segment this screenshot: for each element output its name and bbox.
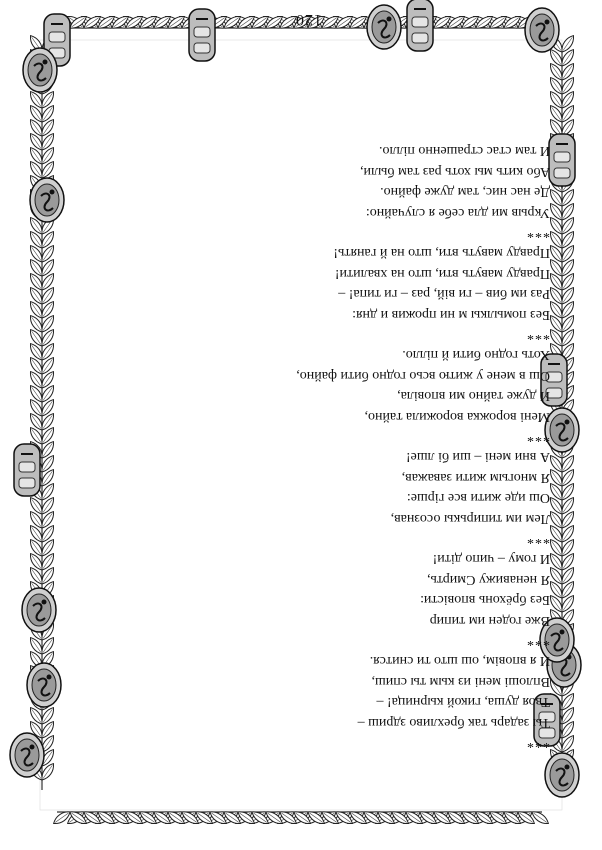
stanza-separator: *** [526,225,550,240]
poem-line: Ты задарь так брехливо здриш – [357,715,550,730]
stanza-separator: *** [526,429,550,444]
poem-line: И там стас страшенно пілло. [379,143,550,159]
poem-line: Укрыв ми дла себе я случайно: [365,205,550,220]
stanza [250,446,550,528]
poem-line: А вни мені – ши бі лше! [405,449,550,465]
poem-line: Вплоші мені из кым ты спиш, [371,674,550,689]
stanza-separator: *** [526,735,550,750]
poem-line: Правду мавуть вти, што на хвалити! [334,266,550,281]
stanza-separator: *** [526,531,550,546]
poem-text [250,52,550,752]
poem-line: Лем им типирькы осознав, [390,511,550,526]
poem-line: Правду мавуть вти, што на й ганять! [333,245,550,261]
stanza-separator: *** [526,327,550,342]
poem-line: Без брёхонь вповісти: [420,592,550,608]
poem-line: И гому – чипо діти! [432,551,550,567]
poem-line: Де нас нис, там дуже файно. [380,184,550,200]
poem-line: Ош в мене у житю всьо годно бити файно, [296,368,550,383]
poem-line: Мені ворожка ворожила тайно, [364,409,550,424]
poem-line: И я вповім, ош што ти снится. [369,653,550,669]
poem-line: Раз им бив – ги вій, раз – ги типа! – [338,286,550,302]
page-number: 120 [295,11,322,28]
stanza [250,140,550,222]
poem-line: Твоя душа, гикой кырница! – [376,694,550,710]
poem-line: Ош иде жити все гірше: [406,490,550,506]
poem-line: Або кить мы хоть раз там были, [360,164,550,179]
stanza [250,242,550,324]
poem-line: Хоть годно бити й пілло. [402,347,550,363]
poem-line: Вже годен им типир [429,613,550,628]
stanza [250,548,550,630]
stanza [250,344,550,426]
stanza [250,650,550,732]
poem-line: Я ненавижу Смирть, [426,572,550,587]
poem-line: И дуже тайно ми вповіла, [397,388,550,404]
stanza-separator: *** [526,633,550,648]
poem-line: Без помылкы м ни прожив и дня: [352,307,550,322]
poem-line: Я многым жити заважав, [401,470,550,485]
